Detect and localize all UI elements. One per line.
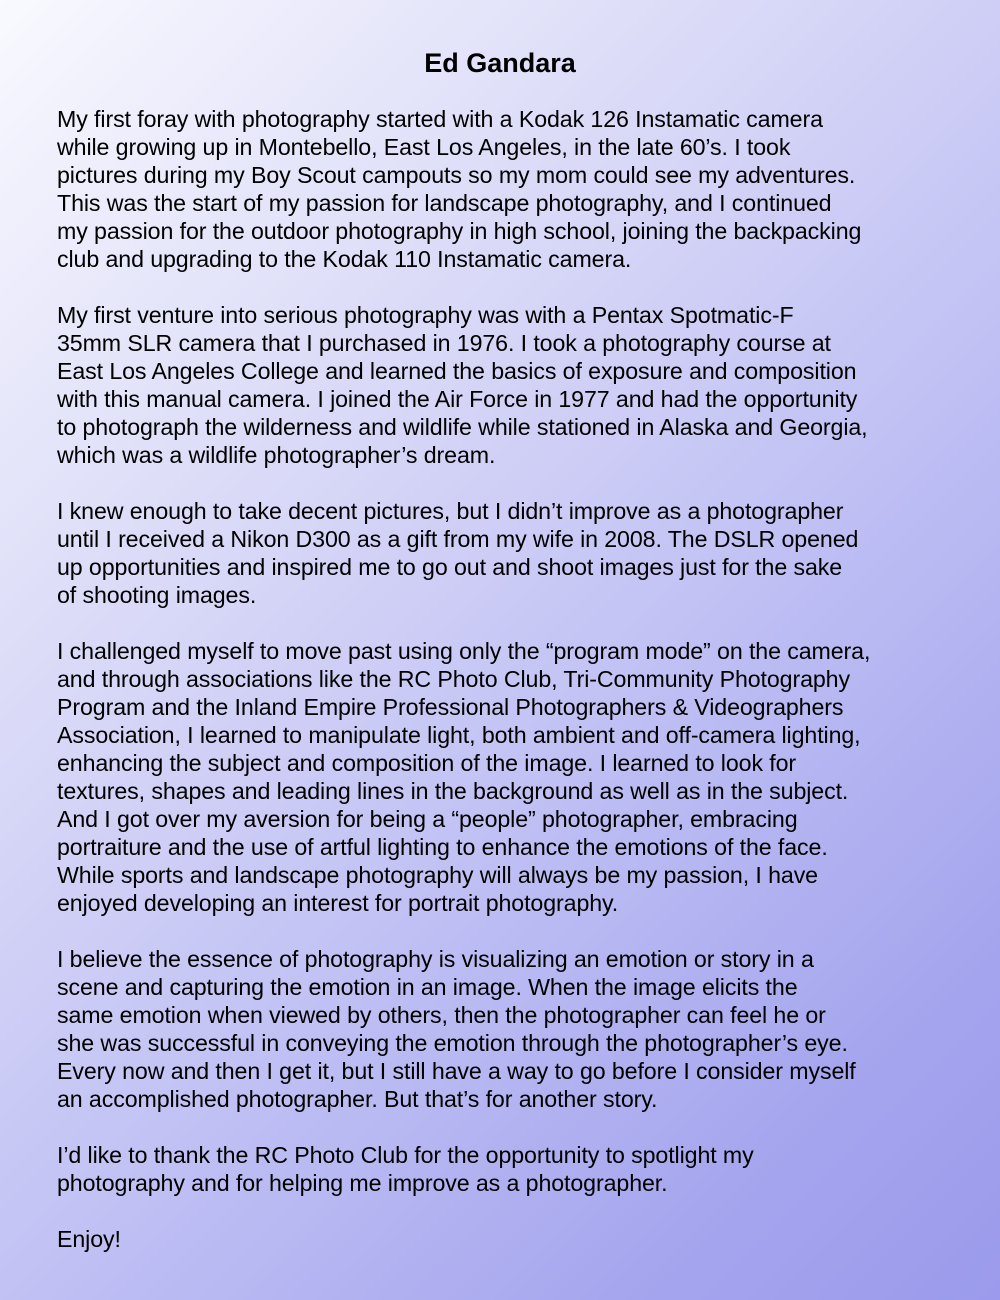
paragraph-line: Association, I learned to manipulate light, both ambient and off-camera lighting, [57, 722, 861, 748]
paragraph-line: East Los Angeles College and learned the basics of exposure and composition [57, 358, 857, 384]
paragraph-6 [57, 1141, 957, 1197]
paragraph-line: Enjoy! [57, 1226, 121, 1252]
paragraph-line: 35mm SLR camera that I purchased in 1976. I took a photography course at [57, 330, 831, 356]
paragraph-line: which was a wildlife photographer’s dream. [57, 442, 496, 468]
paragraph-4 [57, 637, 957, 917]
paragraph-line: while growing up in Montebello, East Los Angeles, in the late 60’s. I took [57, 134, 791, 160]
biography-body [57, 105, 957, 1281]
paragraph-line: portraiture and the use of artful lighting to enhance the emotions of the face. [57, 834, 828, 860]
paragraph-line: pictures during my Boy Scout campouts so my mom could see my adventures. [57, 162, 856, 188]
paragraph-line: to photograph the wilderness and wildlife while stationed in Alaska and Georgia, [57, 414, 868, 440]
paragraph-line: until I received a Nikon D300 as a gift from my wife in 2008. The DSLR opened [57, 526, 859, 552]
paragraph-1 [57, 105, 957, 273]
paragraph-2 [57, 301, 957, 469]
paragraph-line: enhancing the subject and composition of the image. I learned to look for [57, 750, 797, 776]
paragraph-line: same emotion when viewed by others, then the photographer can feel he or [57, 1002, 826, 1028]
paragraph-line: photography and for helping me improve as a photographer. [57, 1170, 668, 1196]
paragraph-line: my passion for the outdoor photography in high school, joining the backpacking [57, 218, 862, 244]
paragraph-line: My first foray with photography started with a Kodak 126 Instamatic camera [57, 106, 823, 132]
paragraph-line: And I got over my aversion for being a “people” photographer, embracing [57, 806, 798, 832]
paragraph-line: of shooting images. [57, 582, 257, 608]
paragraph-line: My first venture into serious photography was with a Pentax Spotmatic-F [57, 302, 794, 328]
paragraph-line: Every now and then I get it, but I still have a way to go before I consider myself [57, 1058, 856, 1084]
paragraph-3 [57, 497, 957, 609]
paragraph-line: I’d like to thank the RC Photo Club for the opportunity to spotlight my [57, 1142, 754, 1168]
page-title: Ed Gandara [424, 48, 576, 78]
paragraph-line: This was the start of my passion for landscape photography, and I continued [57, 190, 832, 216]
paragraph-line: club and upgrading to the Kodak 110 Instamatic camera. [57, 246, 632, 272]
paragraph-line: an accomplished photographer. But that’s for another story. [57, 1086, 658, 1112]
paragraph-line: I challenged myself to move past using only the “program mode” on the camera, [57, 638, 871, 664]
paragraph-line: with this manual camera. I joined the Air Force in 1977 and had the opportunity [57, 386, 858, 412]
paragraph-line: I knew enough to take decent pictures, but I didn’t improve as a photographer [57, 498, 844, 524]
paragraph-line: textures, shapes and leading lines in the background as well as in the subject. [57, 778, 849, 804]
paragraph-line: up opportunities and inspired me to go out and shoot images just for the sake [57, 554, 843, 580]
paragraph-7 [57, 1225, 957, 1253]
paragraph-line: scene and capturing the emotion in an image. When the image elicits the [57, 974, 798, 1000]
paragraph-line: enjoyed developing an interest for portrait photography. [57, 890, 619, 916]
paragraph-line: and through associations like the RC Photo Club, Tri-Community Photography [57, 666, 850, 692]
paragraph-5 [57, 945, 957, 1113]
paragraph-line: she was successful in conveying the emotion through the photographer’s eye. [57, 1030, 848, 1056]
paragraph-line: I believe the essence of photography is visualizing an emotion or story in a [57, 946, 814, 972]
paragraph-line: Program and the Inland Empire Professional Photographers & Videographers [57, 694, 844, 720]
paragraph-line: While sports and landscape photography will always be my passion, I have [57, 862, 818, 888]
